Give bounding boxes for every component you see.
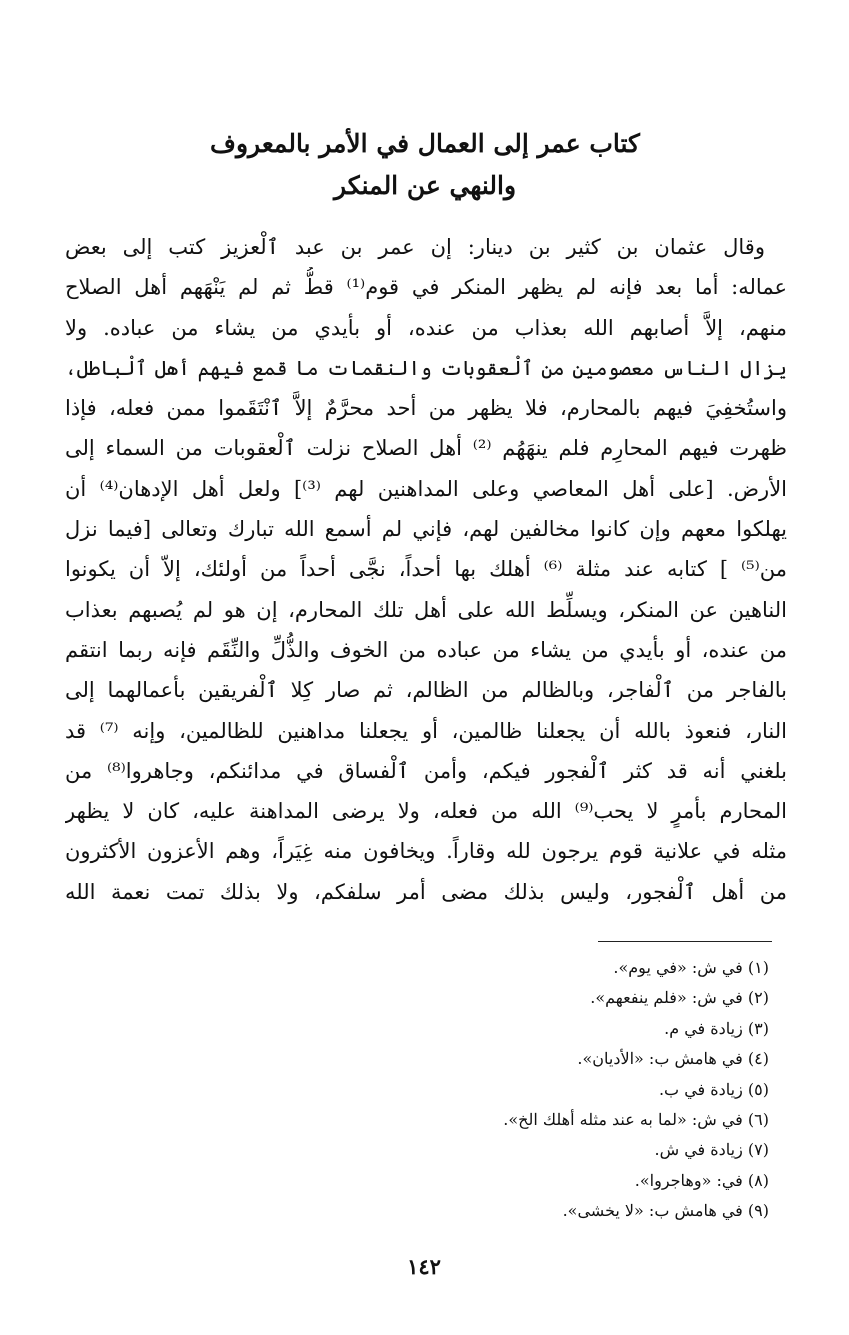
footnote: (١) في ش: «في يوم».	[613, 958, 769, 977]
footnote: (٤) في هامش ب: «الأديان».	[577, 1049, 769, 1069]
footnote: (٩) في هامش ب: «لا يخشى».	[562, 1201, 769, 1221]
chapter-subtitle: والنهي عن المنكر	[333, 171, 517, 200]
text-line: يهلكوا معهم وإن كانوا مخالفين لهم، فإني لم أسمع الله تبارك وتعالى [فيما نزل	[65, 517, 787, 542]
text-line: وقال عثمان بن كثير بن دينار: إن عمر بن عبد ٱلْعزيز كتب إلى بعض	[65, 235, 765, 259]
text-line: الأرض. [على أهل المعاصي وعلى المداهنين لهم ⁽³⁾] ولعل أهل الإدهان⁽⁴⁾ أن	[65, 476, 787, 501]
text-line: من أهل ٱلْفجور، وليس بذلك مضى أمر سلفكم، ولا بذلك تمت نعمة الله	[65, 879, 787, 904]
footnote: (٣) زيادة في م.	[664, 1018, 769, 1038]
text-line: واستُخفِيَ فيهم بالمحارم، فلا يظهر من أحد محرَّمٌ إلاَّ ٱنْتَقَموا ممن فعله، فإذا	[65, 396, 787, 421]
footnote: (٢) في ش: «فلم ينفعهم».	[590, 988, 769, 1008]
chapter-title: كتاب عمر إلى العمال في الأمر بالمعروف	[210, 129, 640, 158]
text-line: عماله: أما بعد فإنه لم يظهر المنكر في قوم⁽¹⁾ قطُّ ثم لم يَنْهَهم أهل الصلاح	[65, 275, 787, 300]
footnotes	[269, 953, 769, 1227]
footnote: (٨) في: «وهاجروا».	[634, 1170, 769, 1190]
page-number: ١٤٢	[407, 1254, 441, 1279]
text-line: بالفاجر من ٱلْفاجر، وبالظالم من الظالم، ثم صار كِلا ٱلْفريقين بأعمالهما إلى	[65, 678, 787, 703]
text-line: منهم، إلاَّ أصابهم الله بعذاب من عنده، أو بأيدي من يشاء من عباده. ولا	[65, 315, 787, 340]
text-line: من⁽⁵⁾ ] كتابه عند مثلة ⁽⁶⁾ أهلك بها أحداً، نجَّى أحداً من أولئك، إلاّ أن يكونوا	[65, 557, 787, 582]
text-line: ظهرت فيهم المحارِم فلم ينهَهُم ⁽²⁾ أهل الصلاح نزلت ٱلْعقوبات من السماء إلى	[65, 436, 787, 461]
text-line: الناهين عن المنكر، ويسلِّط الله على أهل تلك المحارم، إن هو لم يُصبهم بعذاب	[65, 597, 787, 622]
footnote: (٧) زيادة في ش.	[654, 1140, 769, 1160]
main-text	[65, 227, 787, 912]
footnote: (٥) زيادة في ب.	[658, 1079, 769, 1099]
text-line: من عنده، أو بأيدي من يشاء من عباده من الخوف والذُّلِّ والنِّقَم فإنه ربما انتقم	[65, 637, 787, 662]
footnote: (٦) في ش: «لما به عند مثله أهلك الخ».	[503, 1109, 769, 1129]
footnote-divider	[598, 941, 772, 942]
text-line: بلغني أنه قد كثر ٱلْفجور فيكم، وأمن ٱلْفساق في مدائنكم، وجاهروا⁽⁸⁾ من	[65, 758, 787, 783]
text-line: مثله في علانية قوم يرجون لله وقاراً. ويخافون منه غِيَراً، وهم الأعزون الأكثرون	[65, 839, 787, 864]
text-line: المحارم بأمرٍ لا يحب⁽⁹⁾ الله من فعله، ولا يرضى المداهنة عليه، كان لا يظهر	[65, 799, 787, 824]
text-line: يزال الناس معصومين من ٱلْعقوبات والنقمات ما قمع فيهم أهل ٱلْباطل،	[65, 355, 787, 380]
text-line: النار، فنعوذ بالله أن يجعلنا ظالمين، أو يجعلنا مداهنين للظالمين، وإنه ⁽⁷⁾ قد	[65, 718, 787, 743]
